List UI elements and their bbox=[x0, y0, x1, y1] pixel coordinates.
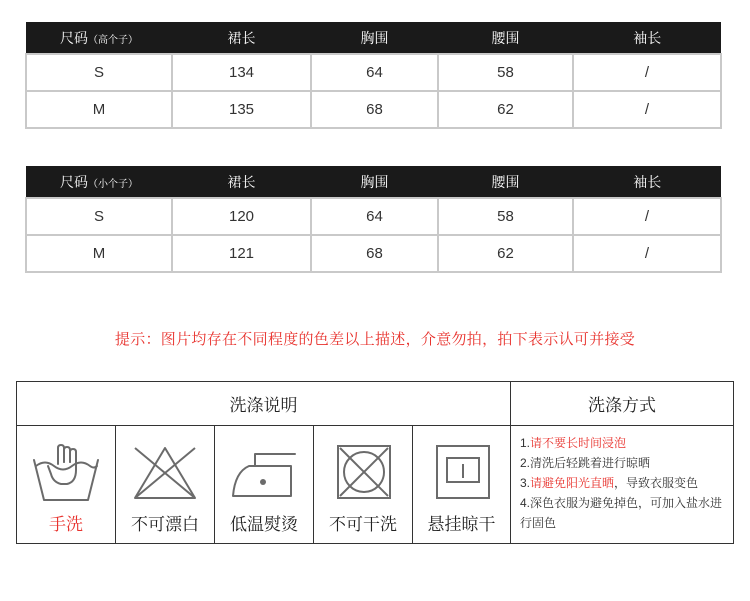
size-table-tall bbox=[25, 22, 722, 129]
method-item: 2.清洗后轻跳着进行晾晒 bbox=[520, 456, 651, 470]
header-sleeve: 袖长 bbox=[573, 22, 721, 54]
care-label: 悬挂晾干 bbox=[427, 515, 496, 534]
care-methods-title: 洗涤方式 bbox=[511, 382, 733, 426]
method-item: 3.请避免阳光直晒，导致衣服变色 bbox=[520, 476, 699, 490]
care-methods-list bbox=[511, 426, 733, 543]
table-row bbox=[26, 198, 721, 235]
table-row bbox=[26, 91, 721, 128]
low-temp-iron-icon bbox=[229, 442, 299, 504]
cell-waist: 58 bbox=[438, 54, 573, 91]
no-dry-clean-icon bbox=[328, 442, 398, 504]
cell-size: S bbox=[26, 198, 172, 235]
size-table-short bbox=[25, 166, 722, 273]
table-header-row bbox=[26, 166, 721, 198]
table-header-row bbox=[26, 22, 721, 54]
header-skirt-length: 裙长 bbox=[172, 22, 311, 54]
care-instructions-title: 洗涤说明 bbox=[17, 382, 511, 426]
header-waist: 腰围 bbox=[438, 22, 573, 54]
method-item: 1.请不要长时间浸泡 bbox=[520, 436, 627, 450]
header-size-note: （小个子） bbox=[88, 178, 138, 190]
table-row bbox=[26, 54, 721, 91]
cell-waist: 58 bbox=[438, 198, 573, 235]
cell-sleeve: / bbox=[573, 198, 721, 235]
cell-waist: 62 bbox=[438, 235, 573, 272]
cell-skirt-length: 135 bbox=[172, 91, 311, 128]
cell-bust: 68 bbox=[311, 235, 438, 272]
cell-size: S bbox=[26, 54, 172, 91]
no-bleach-icon bbox=[130, 442, 200, 504]
care-symbol-low-temp-iron bbox=[215, 426, 314, 543]
header-size-note: （高个子） bbox=[88, 34, 138, 46]
care-symbol-no-dry-clean bbox=[314, 426, 413, 543]
method-item: 4.深色衣服为避免掉色，可加入盐水进行固色 bbox=[520, 496, 723, 530]
hand-wash-icon bbox=[31, 442, 101, 504]
cell-sleeve: / bbox=[573, 235, 721, 272]
header-bust: 胸围 bbox=[311, 22, 438, 54]
care-symbol-hang-dry bbox=[413, 426, 511, 543]
cell-size: M bbox=[26, 235, 172, 272]
cell-skirt-length: 134 bbox=[172, 54, 311, 91]
header-sleeve: 袖长 bbox=[573, 166, 721, 198]
care-instructions-table bbox=[16, 381, 734, 544]
header-size: 尺码（小个子） bbox=[26, 166, 172, 198]
care-label: 低温熨烫 bbox=[230, 515, 298, 534]
cell-size: M bbox=[26, 91, 172, 128]
cell-sleeve: / bbox=[573, 54, 721, 91]
cell-skirt-length: 121 bbox=[172, 235, 311, 272]
care-label: 不可干洗 bbox=[329, 515, 397, 534]
cell-bust: 64 bbox=[311, 54, 438, 91]
cell-bust: 68 bbox=[311, 91, 438, 128]
cell-bust: 64 bbox=[311, 198, 438, 235]
cell-waist: 62 bbox=[438, 91, 573, 128]
header-waist: 腰围 bbox=[438, 166, 573, 198]
color-difference-notice: 提示：图片均存在不同程度的色差以上描述，介意勿拍，拍下表示认可并接受 bbox=[114, 331, 636, 348]
hang-dry-icon bbox=[427, 442, 497, 504]
cell-skirt-length: 120 bbox=[172, 198, 311, 235]
header-bust: 胸围 bbox=[311, 166, 438, 198]
care-label: 手洗 bbox=[49, 515, 83, 534]
table-row bbox=[26, 235, 721, 272]
care-label: 不可漂白 bbox=[131, 515, 199, 534]
header-size: 尺码（高个子） bbox=[26, 22, 172, 54]
care-symbol-no-bleach bbox=[116, 426, 215, 543]
care-symbol-hand-wash bbox=[17, 426, 116, 543]
header-skirt-length: 裙长 bbox=[172, 166, 311, 198]
cell-sleeve: / bbox=[573, 91, 721, 128]
